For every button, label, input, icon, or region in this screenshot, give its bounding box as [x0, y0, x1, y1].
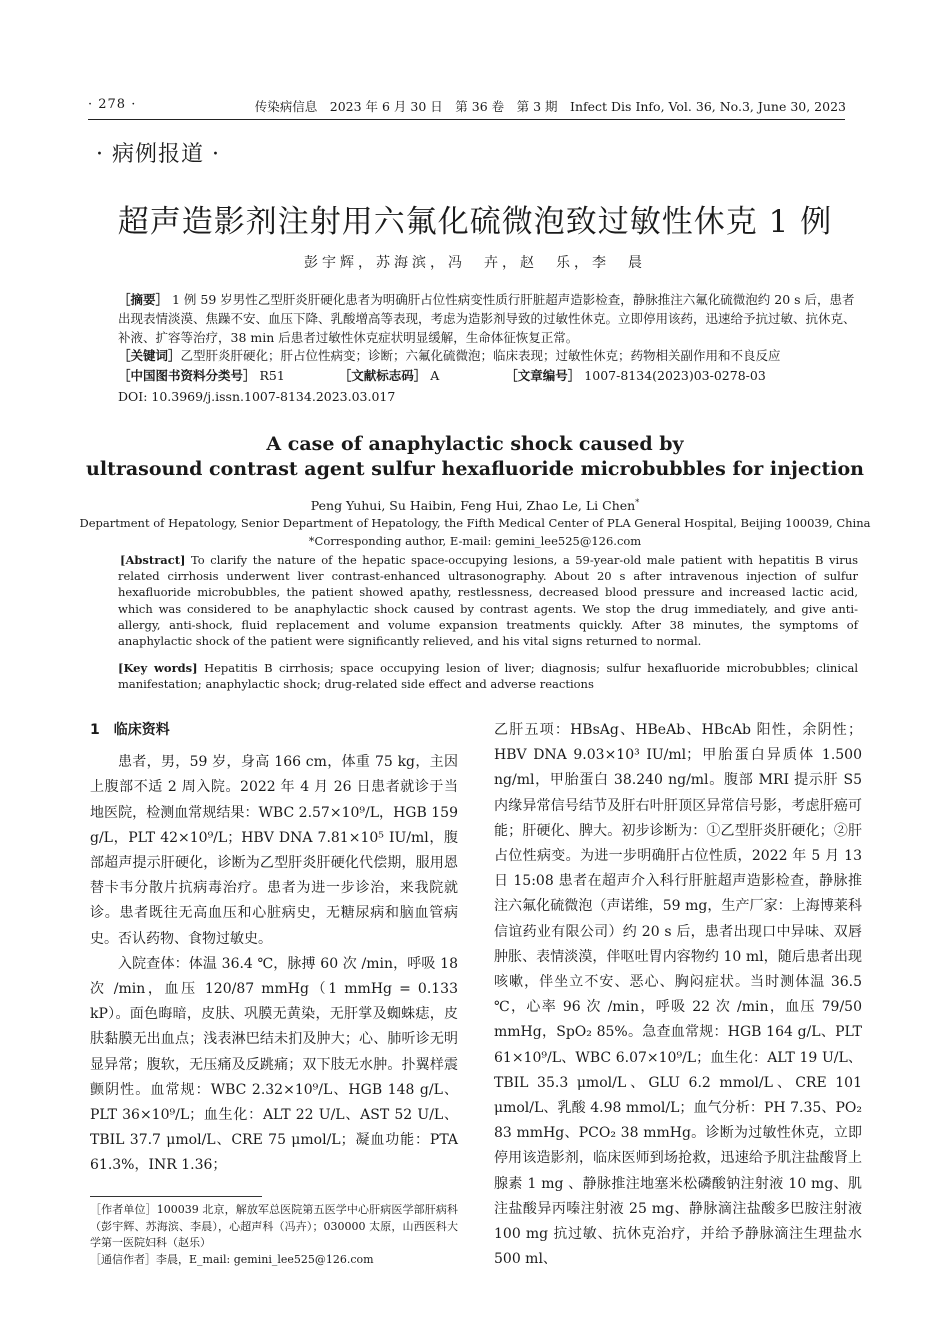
english-title-line2: ultrasound contrast agent sulfur hexafluoride microbubbles for injection	[86, 458, 864, 480]
doc-code-label: ［文献标志码］	[338, 368, 427, 383]
section-tag: · 病例报道 ·	[96, 142, 220, 167]
running-header: 传染病信息 2023 年 6 月 30 日 第 36 卷 第 3 期 Infect Dis Info, Vol. 36, No.3, June 30, 2023	[254, 99, 846, 114]
doi: DOI: 10.3969/j.issn.1007-8134.2023.03.017	[118, 389, 396, 404]
article-no-value: 1007-8134(2023)03-0278-03	[584, 368, 766, 383]
english-affiliation: Department of Hepatology, Senior Department of Hepatology, the Fifth Medical Center of PLA General Hospital, Beijing 100039, China	[79, 516, 871, 530]
english-keywords-text: Hepatitis B cirrhosis; space occupying lesion of liver; diagnosis; sulfur hexafluoride microbubbles; clinical manifestation; anaphylactic shock; drug-related side effect and adverse reactions	[118, 661, 858, 692]
case-paragraph-2: 入院查体：体温 36.4 ℃，脉搏 60 次 /min，呼吸 18 次 /min，血压 120/87 mmHg（1 mmHg = 0.133 kP）。面色晦暗，皮肤、巩膜无黄染，无肝掌及蜘蛛痣，皮肤黏膜无出血点；浅表淋巴结未扪及肿大；心、肺听诊无明显异常；腹软，无压痛及反跳痛；双下肢无水肿。扑翼样震颤阴性。血常规：WBC 2.32×10⁹/L、HGB 148 g/L、PLT 36×10⁹/L；血生化：ALT 22 U/L、AST 52 U/L、TBIL 37.7 μmol/L、CRE 75 μmol/L；凝血功能：PTA 61.3%，INR 1.36；	[90, 955, 458, 1174]
case-paragraph-1: 患者，男，59 岁，身高 166 cm，体重 75 kg，主因上腹部不适 2 周入院。2022 年 4 月 26 日患者就诊于当地医院，检测血常规结果：WBC 2.57×10⁹/L，HGB 159 g/L，PLT 42×10⁹/L；HBV DNA 7.81×10⁵ IU/ml，腹部超声提示肝硬化，诊断为乙型肝炎肝硬化代偿期，服用恩替卡韦分散片抗病毒治疗。患者为进一步诊治，来我院就诊。患者既往无高血压和心脏病史，无糖尿病和脑血管病史。否认药物、食物过敏史。	[90, 754, 458, 947]
english-keywords-label: [Key words]	[118, 661, 198, 675]
english-authors	[0, 498, 950, 513]
section-title: 临床资料	[113, 722, 170, 738]
footnote-correspondence	[90, 1252, 458, 1269]
keywords-label: ［关键词］	[118, 348, 181, 363]
section-heading	[90, 718, 458, 743]
footnote-affil-text: 100039 北京，解放军总医院第五医学中心肝病医学部肝病科（彭宇辉、苏海滨、李晨），心超声科（冯卉）；030000 太原，山西医科大学第一医院妇科（赵乐）	[90, 1203, 458, 1249]
corresponding-mark: *	[635, 498, 640, 507]
english-author-names: Peng Yuhui, Su Haibin, Feng Hui, Zhao Le, Li Chen	[310, 498, 636, 514]
clc-value: R51	[259, 368, 285, 383]
english-abstract-label: [Abstract]	[120, 553, 186, 567]
keywords-text: 乙型肝炎肝硬化；肝占位性病变；诊断；六氟化硫微泡；临床表现；过敏性休克；药物相关副作用和不良反应	[180, 348, 781, 363]
case-paragraph-3: 乙肝五项：HBsAg、HBeAb、HBcAb 阳性，余阴性；HBV DNA 9.03×10³ IU/ml；甲胎蛋白异质体 1.500 ng/ml，甲胎蛋白 38.240 ng/ml。腹部 MRI 提示肝 S5 内缘异常信号结节及肝右叶肝顶区异常信号影，考虑肝癌可能；肝硬化、脾大。初步诊断为：①乙型肝炎肝硬化；②肝占位性病变。为进一步明确肝占位性质，2022 年 5 月 13 日 15:08 患者在超声介入科行肝脏超声造影检查，静脉推注六氟化硫微泡（声诺维，59 mg，生产厂家：上海博莱科信谊药业有限公司）约 20 s 后，患者出现口中异味、双唇肿胀、表情淡漠，伴呕吐胃内容物约 10 ml，随后患者出现咳嗽，伴坐立不安、恶心、胸闷症状。当时测体温 36.5 ℃，心率 96 次 /min，呼吸 22 次 /min，血压 79/50 mmHg，SpO₂ 85%。急查血常规：HGB 164 g/L、PLT 61×10⁹/L、WBC 6.07×10⁹/L；血生化：ALT 19 U/L、TBIL 35.3 μmol/L、GLU 6.2 mmol/L、CRE 101 μmol/L、乳酸 4.98 mmol/L；血气分析：PH 7.35、PO₂ 83 mmHg、PCO₂ 38 mmHg。诊断为过敏性休克，立即停用该造影剂，临床医师到场抢救，迅速给予肌注盐酸肾上腺素 1 mg 、静脉推注地塞米松磷酸钠注射液 10 mg、肌注盐酸异丙嗪注射液 25 mg、静脉滴注盐酸多巴胺注射液 100 mg 抗过敏、抗休克治疗，并给予静脉滴注生理盐水 500 ml、	[494, 722, 862, 1268]
doc-code-value: A	[430, 368, 440, 383]
abstract-text: 1 例 59 岁男性乙型肝炎肝硬化患者为明确肝占位性病变性质行肝脏超声造影检查，静脉推注六氟化硫微泡约 20 s 后，患者出现表情淡漠、焦躁不安、血压下降、乳酸增高等表现，考虑为造影剂导致的过敏性休克。立即停用该药，迅速给予抗过敏、抗休克、补液、扩容等治疗，38 min 后患者过敏性休克症状明显缓解，生命体征恢复正常。	[118, 292, 856, 345]
section-number: 1	[90, 722, 100, 738]
classification-line	[118, 366, 858, 385]
footnote-corr-text: 李晨，E_mail: gemini_lee525@126.com	[156, 1252, 374, 1266]
page-number: · 278 ·	[88, 97, 137, 112]
body-right-column	[494, 718, 862, 1272]
chinese-abstract	[118, 290, 858, 347]
abstract-label: ［摘要］	[118, 292, 169, 307]
clc-label: ［中国图书资料分类号］	[118, 368, 256, 383]
footnote-affiliation	[90, 1202, 458, 1252]
footnote	[90, 1202, 458, 1268]
header-divider	[88, 119, 845, 120]
english-abstract	[118, 552, 858, 649]
article-no-label: ［文章编号］	[505, 368, 581, 383]
english-keywords	[118, 660, 858, 692]
english-title	[0, 432, 950, 482]
english-abstract-text: To clarify the nature of the hepatic space-occupying lesions, a 59-year-old male patient with hepatitis B virus related cirrhosis underwent liver contrast-enhanced ultrasonography. About 20 s after intravenous injection of sulfur hexafluoride microbubbles, the patient showed apathy, restlessness, decreased blood pressure and increased lactic acid, which was considered to be anaphylactic shock caused by contrast agents. We stop the drug immediately, and give anti-allergy, anti-shock, fluid replacement and volume expansion treatments quickly. After 38 minutes, the symptoms of anaphylactic shock of the patient were significantly relieved, and his vital signs returned to normal.	[118, 553, 858, 649]
footnote-corr-label: ［通信作者］	[90, 1252, 156, 1266]
body-left-column	[90, 718, 458, 1179]
corresponding-author: *Corresponding author, E-mail: gemini_lee525@126.com	[308, 534, 642, 548]
english-title-line1: A case of anaphylactic shock caused by	[266, 433, 684, 455]
footnote-affil-label: ［作者单位］	[90, 1203, 157, 1216]
chinese-keywords	[118, 346, 858, 365]
chinese-authors: 彭宇辉，苏海滨，冯 卉，赵 乐，李 晨	[304, 255, 646, 271]
footnote-divider	[90, 1196, 262, 1197]
chinese-title: 超声造影剂注射用六氟化硫微泡致过敏性休克 1 例	[117, 204, 833, 240]
